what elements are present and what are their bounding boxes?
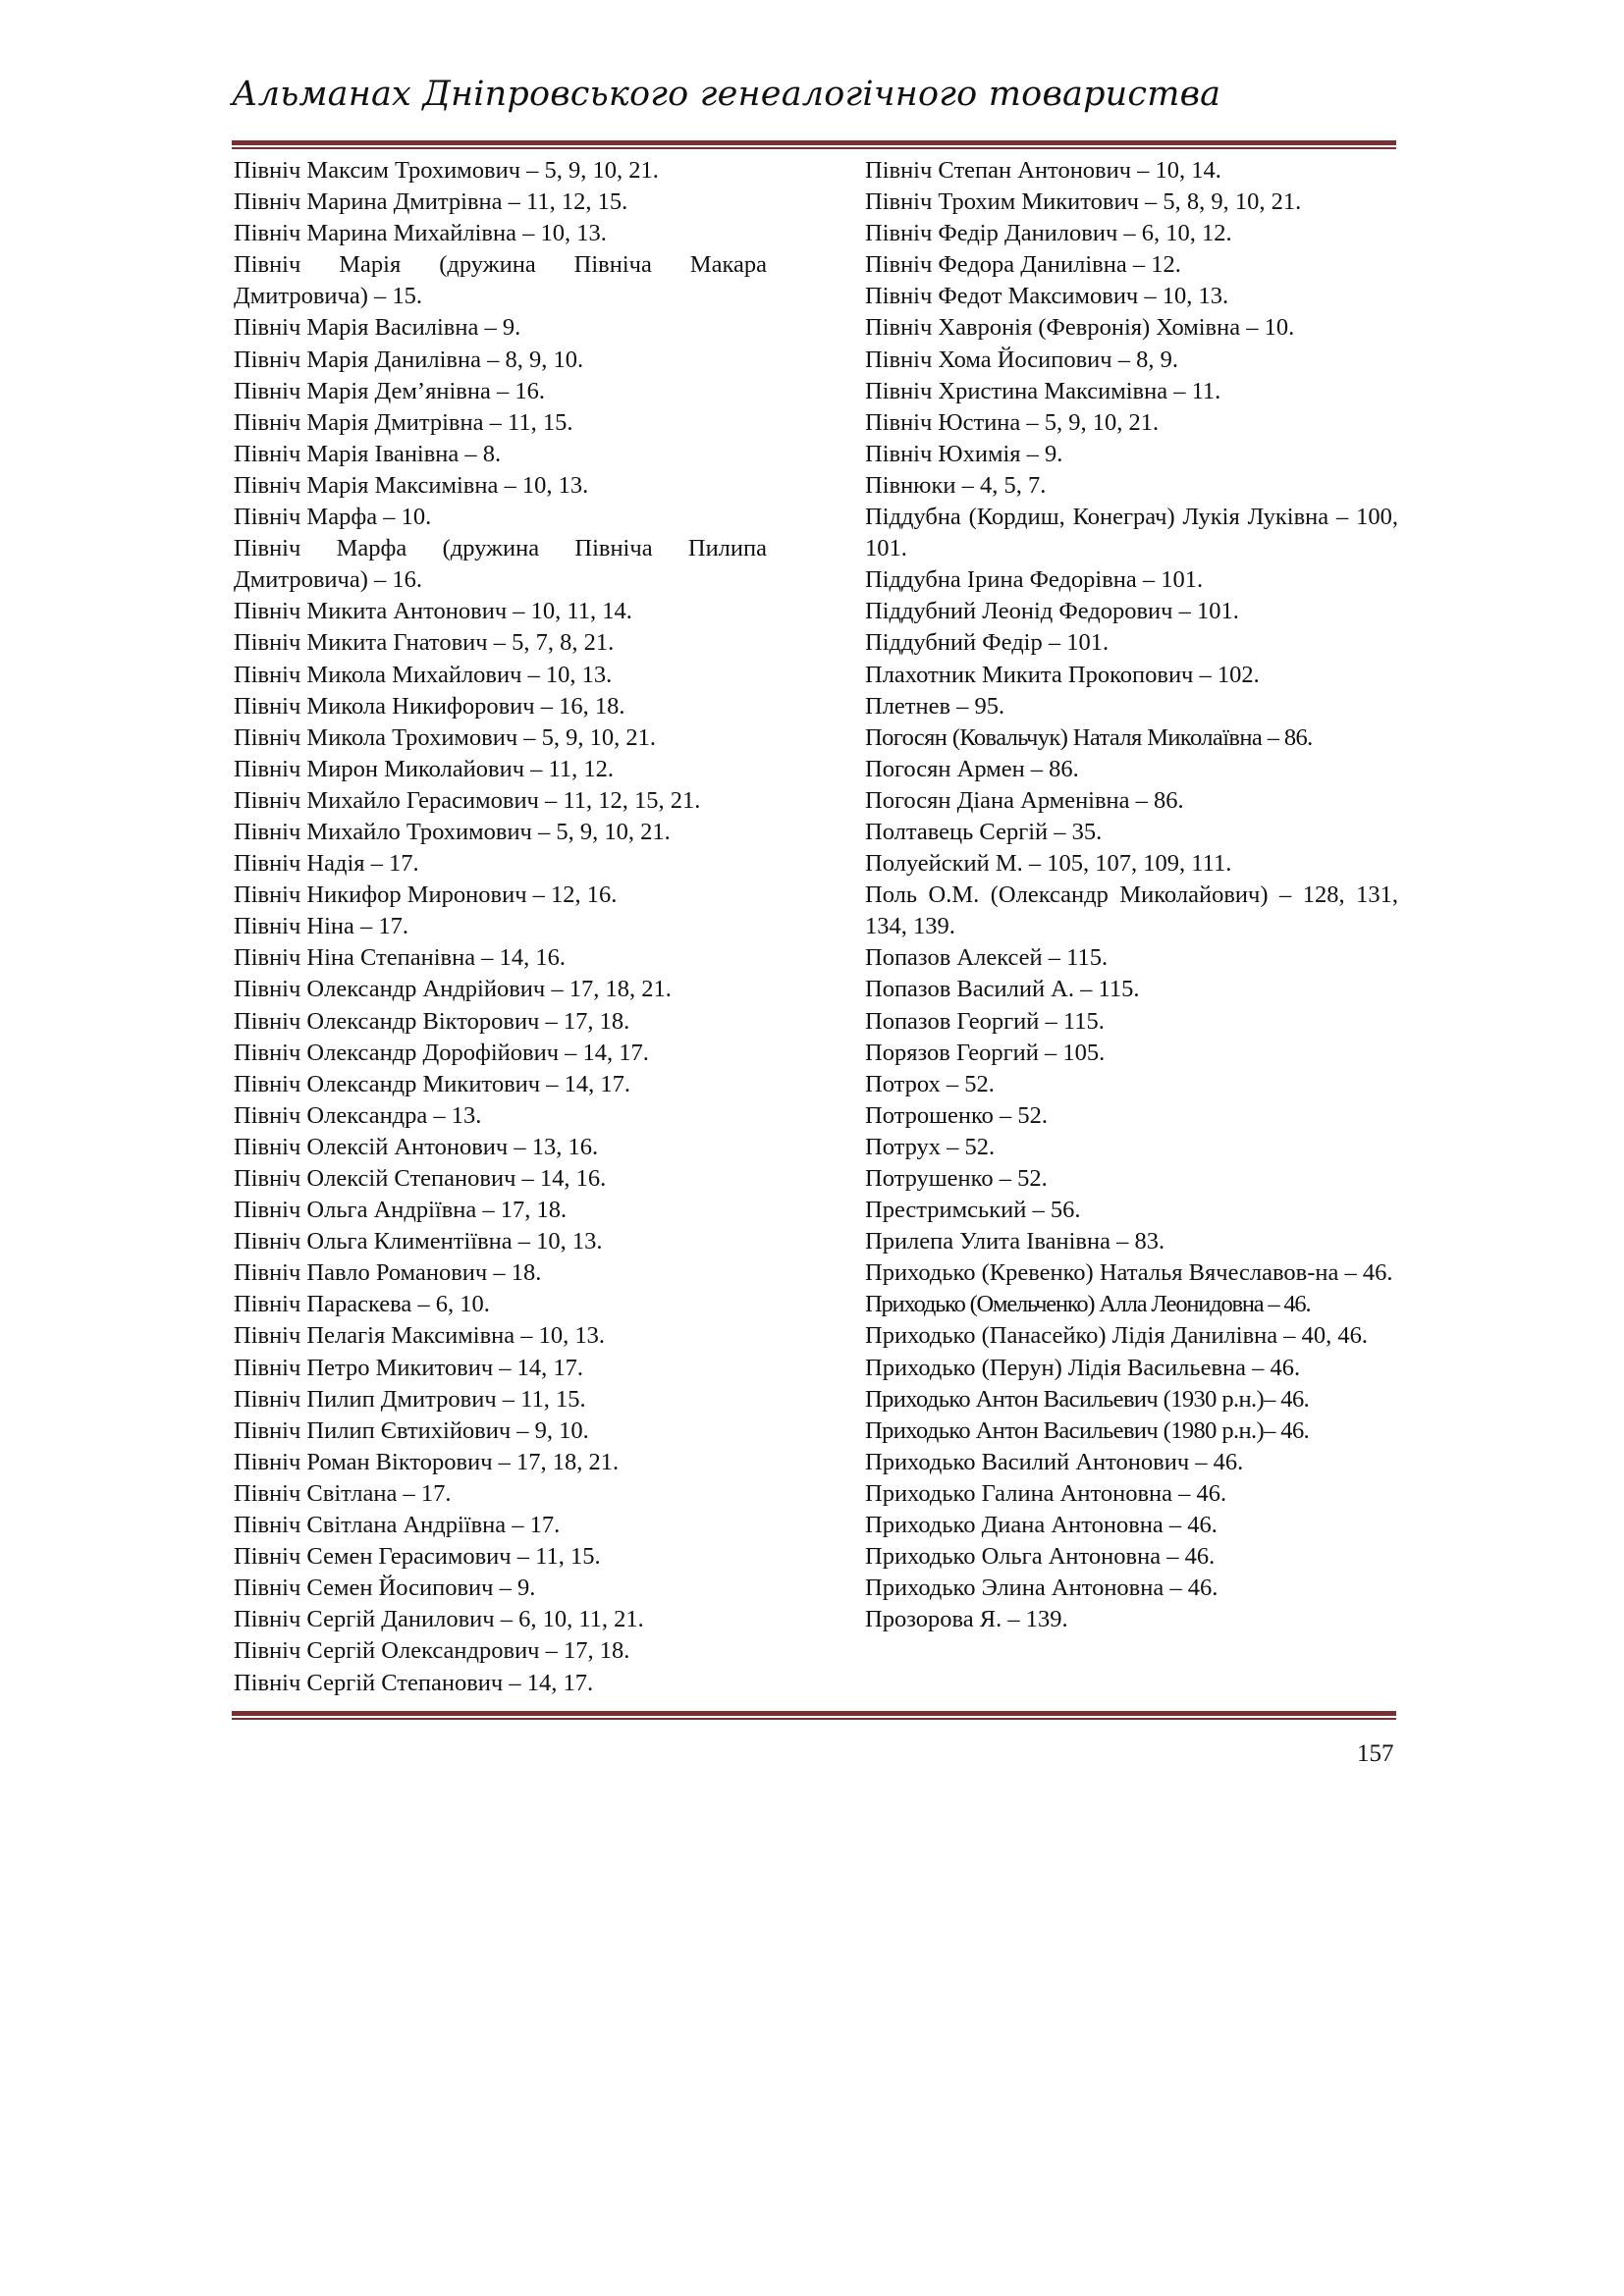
index-entry: Північ Сергій Степанович – 14, 17. xyxy=(234,1669,594,1696)
index-entry: Північ Михайло Трохимович – 5, 9, 10, 21. xyxy=(234,818,671,845)
index-entry: Північ Роман Вікторович – 17, 18, 21. xyxy=(234,1448,620,1475)
index-entry: Приходько Василий Антонович – 46. xyxy=(865,1448,1244,1475)
index-entry: Північ Надія – 17. xyxy=(234,850,419,878)
index-entry: Попазов Алексей – 115. xyxy=(865,944,1109,972)
index-entry: Північ Микита Антонович – 10, 11, 14. xyxy=(234,598,632,625)
index-column-right xyxy=(865,155,1398,1635)
index-entry: Північ Світлана – 17. xyxy=(234,1479,452,1507)
index-entry: Північ Федот Максимович – 10, 13. xyxy=(865,283,1229,310)
index-entry: Приходько Галина Антоновна – 46. xyxy=(865,1479,1227,1507)
index-entry: Погосян (Ковальчук) Наталя Миколаївна – 86. xyxy=(865,723,1313,751)
index-entry: Північ Марина Дмитрівна – 11, 12, 15. xyxy=(234,188,628,216)
index-entry: Північ Степан Антонович – 10, 14. xyxy=(865,157,1221,184)
index-entry: Північ Олександр Микитович – 14, 17. xyxy=(234,1070,630,1097)
index-entry: Північ Олександра – 13. xyxy=(234,1101,482,1129)
index-entry: Північ Марія (дружина Північа Макара Дмитровича) – 15. xyxy=(234,251,767,310)
index-entry: Північ Ніна Степанівна – 14, 16. xyxy=(234,944,566,972)
index-entry: Північ Микита Гнатович – 5, 7, 8, 21. xyxy=(234,629,615,657)
index-entry: Приходько (Панасейко) Лідія Данилівна – 40, 46. xyxy=(865,1322,1369,1350)
index-entry: Північ Хома Йосипович – 8, 9. xyxy=(865,346,1178,373)
index-entry: Північ Марина Михайлівна – 10, 13. xyxy=(234,220,607,247)
index-entry: Попазов Василий А. – 115. xyxy=(865,976,1140,1003)
index-entry: Північ Павло Романович – 18. xyxy=(234,1259,542,1287)
index-entry: Північ Марія Дем’янівна – 16. xyxy=(234,377,545,404)
index-entry: Північ Микола Трохимович – 5, 9, 10, 21. xyxy=(234,723,657,751)
index-entry: Приходько Антон Васильевич (1930 р.н.)– 46. xyxy=(865,1385,1310,1413)
index-entry: Північ Марфа – 10. xyxy=(234,504,432,531)
index-entry: Північ Ніна – 17. xyxy=(234,913,409,940)
index-entry: Північ Хавронія (Февронія) Хомівна – 10. xyxy=(865,314,1295,342)
index-entry: Північ Пелагія Максимівна – 10, 13. xyxy=(234,1322,606,1350)
index-entry: Погосян Діана Арменівна – 86. xyxy=(865,786,1184,814)
index-entry: Полуейский М. – 105, 107, 109, 111. xyxy=(865,850,1232,878)
index-entry: Північ Максим Трохимович – 5, 9, 10, 21. xyxy=(234,157,659,184)
index-entry: Престримський – 56. xyxy=(865,1197,1081,1224)
index-entry: Північ Марфа (дружина Північа Пилипа Дмитровича) – 16. xyxy=(234,535,767,594)
index-entry: Полтавець Сергій – 35. xyxy=(865,818,1103,845)
index-entry: Піддубний Федір – 101. xyxy=(865,629,1110,657)
index-entry: Північ Пилип Євтихійович – 9, 10. xyxy=(234,1416,589,1444)
index-entry: Приходько Диана Антоновна – 46. xyxy=(865,1512,1218,1539)
running-header-title: Альманах Дніпровського генеалогічного товариства xyxy=(232,75,1221,114)
index-entry: Північ Параскева – 6, 10. xyxy=(234,1291,490,1318)
index-entry: Північ Микола Михайлович – 10, 13. xyxy=(234,661,613,688)
index-entry: Попазов Георгий – 115. xyxy=(865,1007,1105,1035)
index-entry: Приходько Антон Васильевич (1980 р.н.)– 46. xyxy=(865,1416,1310,1444)
index-entry: Північ Світлана Андріївна – 17. xyxy=(234,1512,561,1539)
index-entry: Приходько (Перун) Лідія Васильевна – 46. xyxy=(865,1354,1301,1381)
index-column-left xyxy=(234,155,767,1699)
index-entry: Північ Олексій Антонович – 13, 16. xyxy=(234,1133,599,1160)
index-entry: Плетнев – 95. xyxy=(865,692,1005,720)
index-entry: Північ Христина Максимівна – 11. xyxy=(865,377,1221,404)
index-entry: Приходько Ольга Антоновна – 46. xyxy=(865,1543,1216,1571)
index-entry: Приходько (Омельченко) Алла Леонидовна – 46. xyxy=(865,1291,1311,1318)
index-entry: Північ Сергій Олександрович – 17, 18. xyxy=(234,1637,630,1665)
index-entry: Плахотник Микита Прокопович – 102. xyxy=(865,661,1260,688)
index-entry: Північ Михайло Герасимович – 11, 12, 15, 21. xyxy=(234,786,701,814)
index-entry: Північ Олександр Андрійович – 17, 18, 21. xyxy=(234,976,672,1003)
index-entry: Північ Никифор Миронович – 12, 16. xyxy=(234,881,618,909)
index-entry: Потрошенко – 52. xyxy=(865,1101,1049,1129)
index-entry: Потрох – 52. xyxy=(865,1070,995,1097)
index-entry: Північ Петро Микитович – 14, 17. xyxy=(234,1354,584,1381)
index-entry: Північ Марія Данилівна – 8, 9, 10. xyxy=(234,346,584,373)
footer-rule xyxy=(232,1711,1396,1720)
index-entry: Півнюки – 4, 5, 7. xyxy=(865,471,1047,499)
index-entry: Прозорова Я. – 139. xyxy=(865,1606,1068,1633)
index-entry: Північ Марія Максимівна – 10, 13. xyxy=(234,471,589,499)
index-entry: Північ Сергій Данилович – 6, 10, 11, 21. xyxy=(234,1606,644,1633)
index-entry: Північ Федір Данилович – 6, 10, 12. xyxy=(865,220,1232,247)
index-entry: Приходько (Кревенко) Наталья Вячеславов-на – 46. xyxy=(865,1259,1393,1287)
index-entry: Північ Ольга Андріївна – 17, 18. xyxy=(234,1197,568,1224)
index-entry: Прилепа Улита Іванівна – 83. xyxy=(865,1228,1165,1255)
index-entry: Північ Марія Дмитрівна – 11, 15. xyxy=(234,408,573,436)
index-entry: Піддубний Леонід Федорович – 101. xyxy=(865,598,1239,625)
index-entry: Північ Марія Василівна – 9. xyxy=(234,314,521,342)
index-entry: Піддубна (Кордиш, Конеграч) Лукія Луківна – 100, 101. xyxy=(865,504,1398,562)
index-entry: Порязов Георгий – 105. xyxy=(865,1039,1106,1066)
index-entry: Поль О.М. (Олександр Миколайович) – 128, 131, 134, 139. xyxy=(865,881,1398,940)
index-entry: Піддубна Ірина Федорівна – 101. xyxy=(865,566,1204,594)
page-number: 157 xyxy=(1357,1740,1394,1767)
index-entry: Північ Семен Герасимович – 11, 15. xyxy=(234,1543,601,1571)
header-rule xyxy=(232,140,1396,149)
index-entry: Приходько Элина Антоновна – 46. xyxy=(865,1575,1218,1602)
index-entry: Північ Юстина – 5, 9, 10, 21. xyxy=(865,408,1160,436)
index-entry: Погосян Армен – 86. xyxy=(865,755,1079,782)
index-entry: Північ Ольга Климентіївна – 10, 13. xyxy=(234,1228,603,1255)
index-entry: Північ Трохим Микитович – 5, 8, 9, 10, 21. xyxy=(865,188,1302,216)
index-entry: Північ Мирон Миколайович – 11, 12. xyxy=(234,755,614,782)
index-entry: Північ Олександр Дорофійович – 14, 17. xyxy=(234,1039,649,1066)
index-entry: Північ Микола Никифорович – 16, 18. xyxy=(234,692,625,720)
index-entry: Північ Олексій Степанович – 14, 16. xyxy=(234,1165,607,1192)
index-entry: Північ Марія Іванівна – 8. xyxy=(234,440,502,467)
index-entry: Потрух – 52. xyxy=(865,1133,996,1160)
index-entry: Північ Федора Данилівна – 12. xyxy=(865,251,1181,279)
index-entry: Північ Олександр Вікторович – 17, 18. xyxy=(234,1007,630,1035)
index-entry: Північ Юхимія – 9. xyxy=(865,440,1063,467)
index-entry: Північ Семен Йосипович – 9. xyxy=(234,1575,536,1602)
index-entry: Північ Пилип Дмитрович – 11, 15. xyxy=(234,1385,586,1413)
index-entry: Потрушенко – 52. xyxy=(865,1165,1048,1192)
